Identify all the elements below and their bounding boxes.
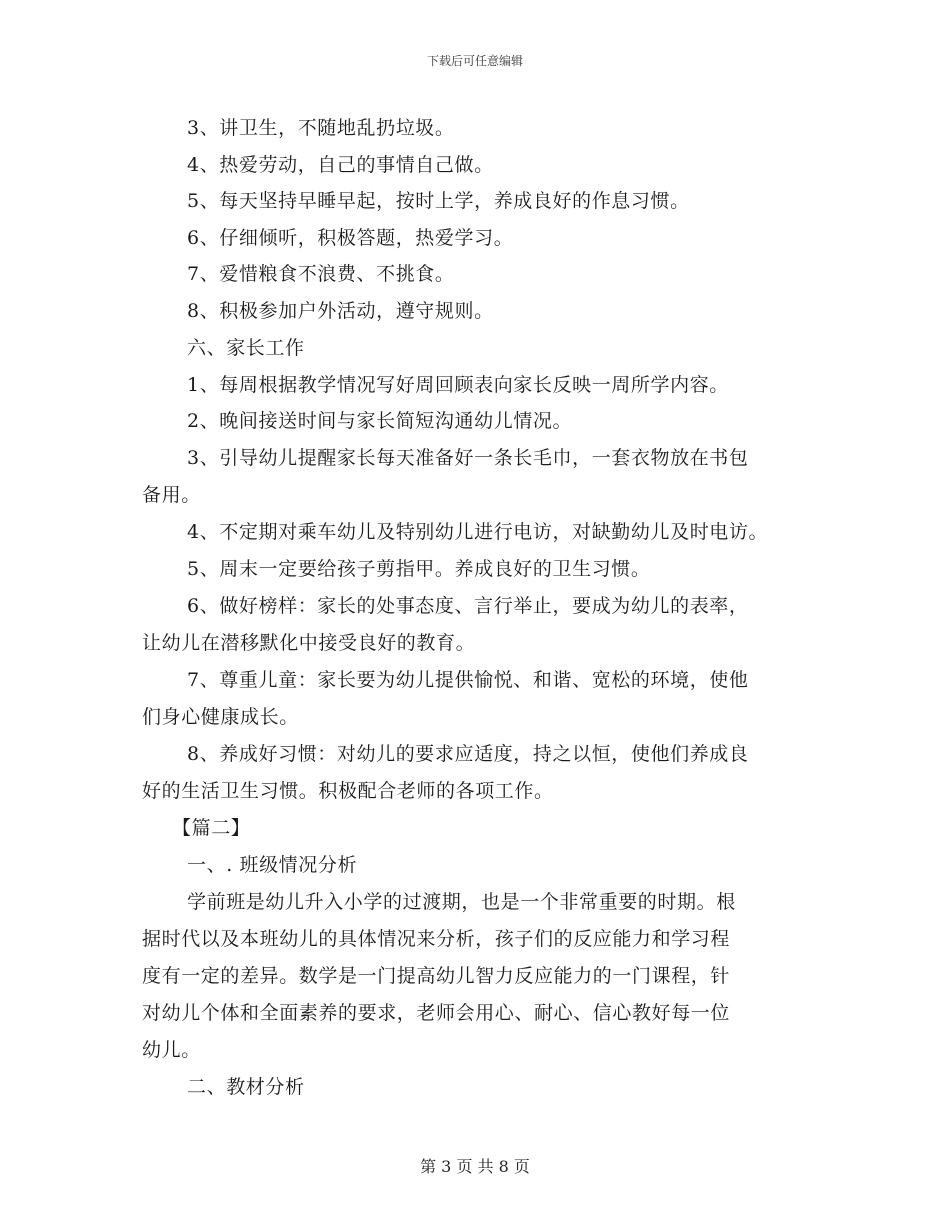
body-line: 5、每天坚持早睡早起，按时上学，养成良好的作息习惯。: [187, 190, 690, 212]
section-heading: 六、家长工作: [187, 337, 305, 359]
section-heading: 一、. 班级情况分析: [187, 854, 358, 876]
body-line: 们身心健康成长。: [142, 706, 299, 728]
page-header-note: 下载后可任意编辑: [426, 54, 523, 68]
body-line: 4、热爱劳动，自己的事情自己做。: [187, 154, 494, 176]
body-line: 学前班是幼儿升入小学的过渡期，也是一个非常重要的时期。根: [187, 891, 736, 913]
body-line: 好的生活卫生习惯。积极配合老师的各项工作。: [142, 780, 554, 802]
body-line: 2、晚间接送时间与家长简短沟通幼儿情况。: [187, 410, 573, 432]
body-line: 4、不定期对乘车幼儿及特别幼儿进行电访，对缺勤幼儿及时电访。: [187, 521, 769, 543]
body-line: 6、做好榜样：家长的处事态度、言行举止，要成为幼儿的表率，: [187, 595, 749, 617]
body-line: 8、积极参加户外活动，遵守规则。: [187, 300, 494, 322]
section-heading: 二、教材分析: [187, 1076, 305, 1098]
body-line: 幼儿。: [142, 1039, 201, 1061]
body-line: 1、每周根据教学情况写好周回顾表向家长反映一周所学内容。: [187, 374, 729, 396]
body-line: 据时代以及本班幼儿的具体情况来分析，孩子们的反应能力和学习程: [142, 928, 731, 950]
body-line: 5、周末一定要给孩子剪指甲。养成良好的卫生习惯。: [187, 558, 651, 580]
body-line: 对幼儿个体和全面素养的要求，老师会用心、耐心、信心教好每一位: [142, 1002, 731, 1024]
body-line: 3、讲卫生，不随地乱扔垃圾。: [187, 117, 455, 139]
body-line: 3、引导幼儿提醒家长每天准备好一条长毛巾，一套衣物放在书包: [187, 447, 749, 469]
body-line: 备用。: [142, 484, 201, 506]
body-line: 度有一定的差异。数学是一门提高幼儿智力反应能力的一门课程，针: [142, 965, 731, 987]
body-line: 7、尊重儿童：家长要为幼儿提供愉悦、和谐、宽松的环境，使他: [187, 669, 749, 691]
body-line: 让幼儿在潜移默化中接受良好的教育。: [142, 632, 476, 654]
body-line: 8、养成好习惯：对幼儿的要求应适度，持之以恒，使他们养成良: [187, 743, 749, 765]
page-number: 第 3 页 共 8 页: [420, 1157, 530, 1176]
body-line: 7、爱惜粮食不浪费、不挑食。: [187, 263, 455, 285]
body-line: 6、仔细倾听，积极答题，热爱学习。: [187, 227, 514, 249]
section-heading: 【篇二】: [172, 817, 251, 839]
